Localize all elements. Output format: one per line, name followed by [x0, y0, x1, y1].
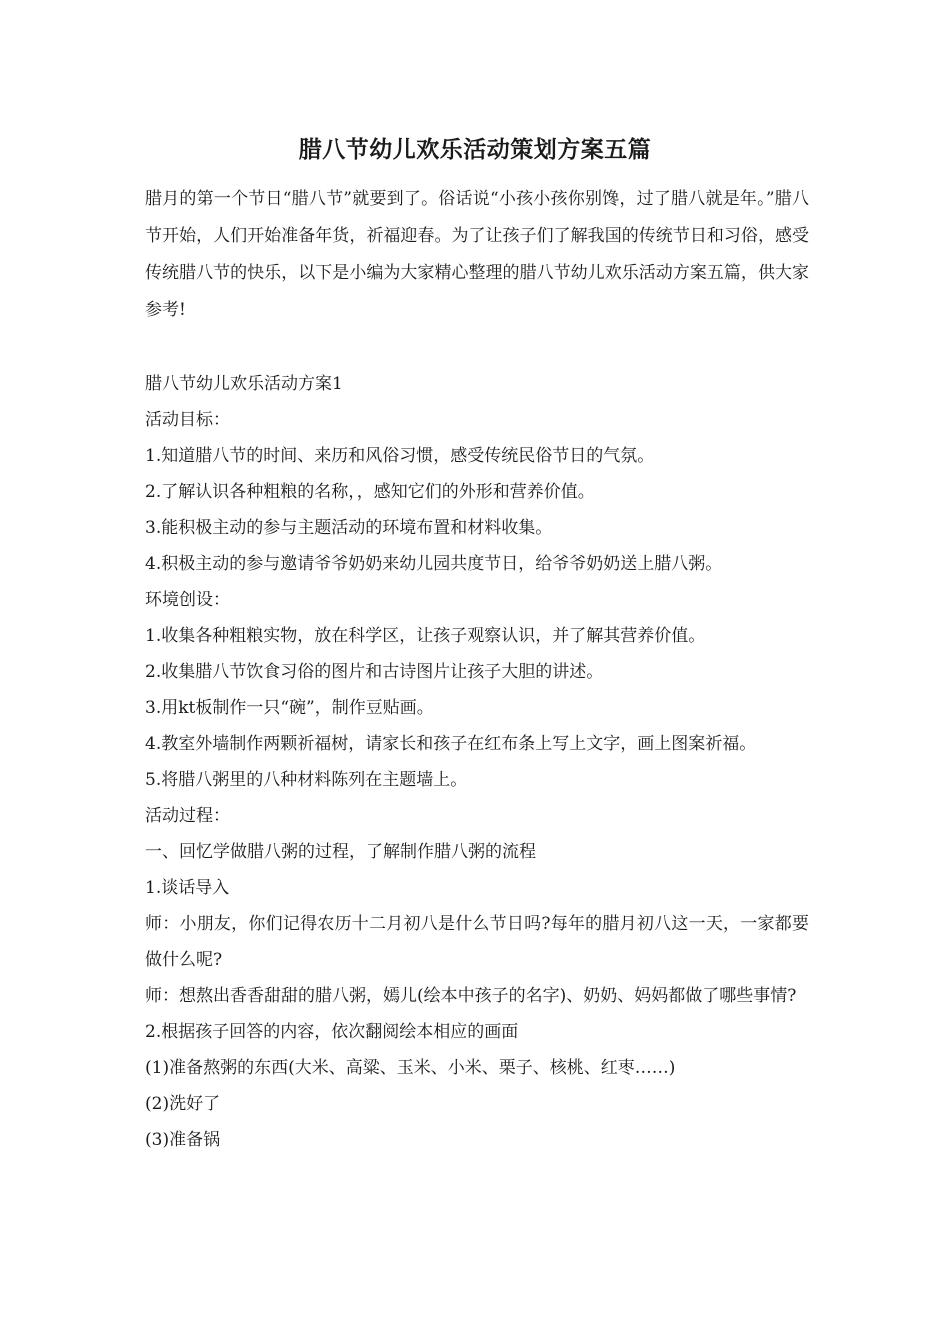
goal-item: 1.知道腊八节的时间、来历和风俗习惯，感受传统民俗节日的气氛。: [145, 446, 655, 466]
sub-item: (1)准备熬粥的东西(大米、高粱、玉米、小米、栗子、核桃、红枣……): [145, 1058, 676, 1078]
document-title: 腊八节幼儿欢乐活动策划方案五篇: [298, 136, 652, 163]
process-substep: 2.根据孩子回答的内容，依次翻阅绘本相应的画面: [145, 1022, 519, 1042]
goal-item: 2.了解认识各种粗粮的名称，，感知它们的外形和营养价值。: [145, 482, 595, 502]
env-item: 1.收集各种粗粮实物，放在科学区，让孩子观察认识，并了解其营养价值。: [145, 626, 706, 646]
env-item: 4.教室外墙制作两颗祈福树，请家长和孩子在红布条上写上文字，画上图案祈福。: [145, 734, 757, 754]
sub-item: (2)洗好了: [145, 1094, 221, 1114]
teacher-question: 师：想熬出香香甜甜的腊八粥，嫣儿(绘本中孩子的名字)、奶奶、妈妈都做了哪些事情?: [145, 986, 797, 1006]
goals-heading: 活动目标：: [145, 410, 230, 430]
process-heading: 活动过程：: [145, 806, 230, 826]
teacher-question: 师：小朋友，你们记得农历十二月初八是什么节日吗?每年的腊月初八这一天，一家都要做什么呢?: [145, 914, 809, 970]
process-substep: 1.谈话导入: [145, 878, 230, 898]
goal-item: 3.能积极主动的参与主题活动的环境布置和材料收集。: [145, 518, 553, 538]
env-item: 5.将腊八粥里的八种材料陈列在主题墙上。: [145, 770, 468, 790]
env-heading: 环境创设：: [145, 590, 230, 610]
goal-item: 4.积极主动的参与邀请爷爷奶奶来幼儿园共度节日，给爷爷奶奶送上腊八粥。: [145, 554, 723, 574]
sub-item: (3)准备锅: [145, 1130, 221, 1150]
document-body: [145, 366, 809, 1158]
intro-paragraph: 腊月的第一个节日“腊八节”就要到了。俗话说“小孩小孩你别馋，过了腊八就是年。”腊八节开始，人们开始准备年货，祈福迎春。为了让孩子们了解我国的传统节日和习俗，感受传统腊八节的快乐，以下是小编为大家精心整理的腊八节幼儿欢乐活动方案五篇，供大家参考!: [145, 189, 809, 320]
process-step: 一、回忆学做腊八粥的过程，了解制作腊八粥的流程: [145, 842, 536, 862]
env-item: 3.用kt板制作一只“碗”，制作豆贴画。: [145, 698, 434, 718]
env-item: 2.收集腊八节饮食习俗的图片和古诗图片让孩子大胆的讲述。: [145, 662, 604, 682]
section-heading: 腊八节幼儿欢乐活动方案1: [145, 374, 343, 394]
